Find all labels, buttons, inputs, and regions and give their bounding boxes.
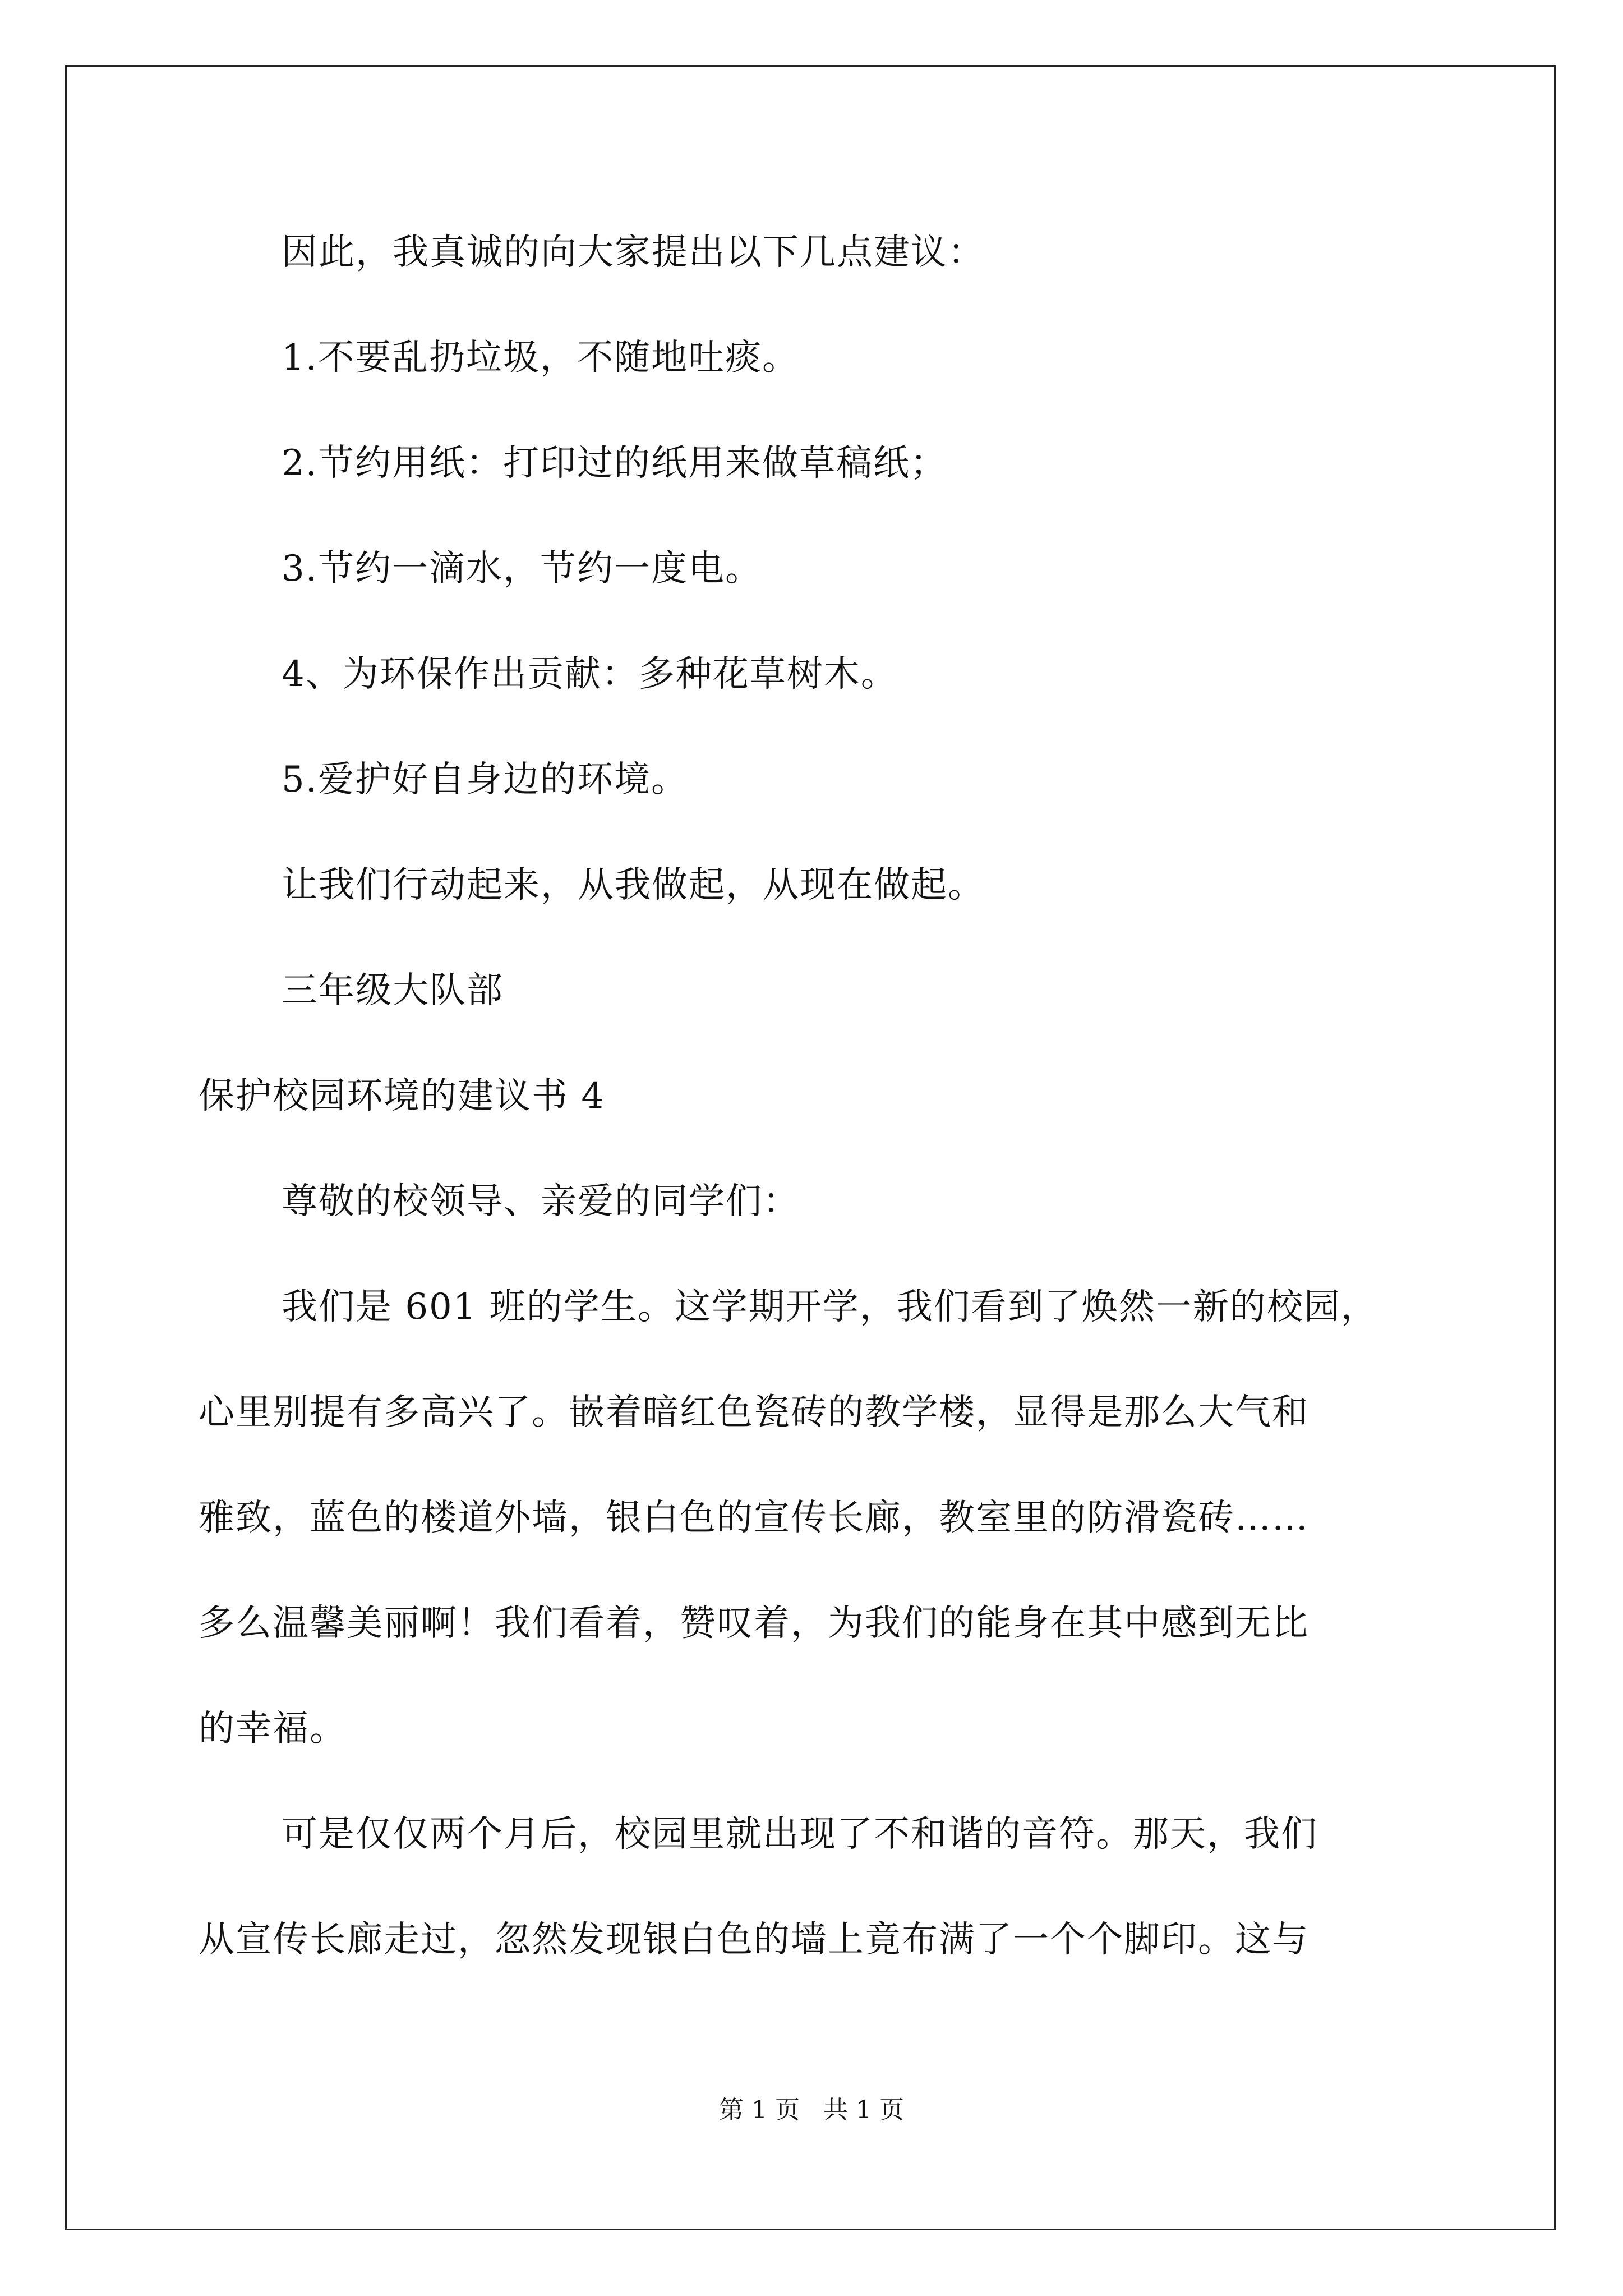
section-title: 保护校园环境的建议书 4 [199, 1075, 606, 1117]
list-item: 1.不要乱扔垃圾，不随地吐痰。 [282, 337, 800, 379]
list-item: 4、为环保作出贡献：多种花草树木。 [282, 654, 898, 695]
paragraph-line: 从宣传长廊走过，忽然发现银白色的墙上竟布满了一个个脚印。这与 [199, 1919, 1309, 1961]
paragraph-line: 多么温馨美丽啊！我们看着，赞叹着，为我们的能身在其中感到无比 [199, 1603, 1309, 1644]
paragraph-line: 因此，我真诚的向大家提出以下几点建议： [282, 232, 985, 273]
list-item: 2.节约用纸：打印过的纸用来做草稿纸； [282, 443, 948, 484]
list-item: 3.节约一滴水，节约一度电。 [282, 548, 763, 590]
page-border [65, 65, 1556, 2230]
paragraph-line: 可是仅仅两个月后，校园里就出现了不和谐的音符。那天，我们 [282, 1814, 1318, 1855]
paragraph-line: 的幸福。 [199, 1708, 347, 1750]
signature-line: 三年级大队部 [282, 970, 504, 1011]
page-footer: 第 1 页 共 1 页 [719, 2096, 904, 2124]
salutation: 尊敬的校领导、亲爱的同学们： [282, 1181, 800, 1222]
paragraph-line: 让我们行动起来，从我做起，从现在做起。 [282, 864, 985, 906]
list-item: 5.爱护好自身边的环境。 [282, 759, 689, 800]
paragraph-line: 我们是 601 班的学生。这学期开学，我们看到了焕然一新的校园， [282, 1286, 1378, 1328]
paragraph-line: 心里别提有多高兴了。嵌着暗红色瓷砖的教学楼，显得是那么大气和 [199, 1392, 1309, 1433]
paragraph-line: 雅致，蓝色的楼道外墙，银白色的宣传长廊，教室里的防滑瓷砖…… [199, 1497, 1309, 1539]
